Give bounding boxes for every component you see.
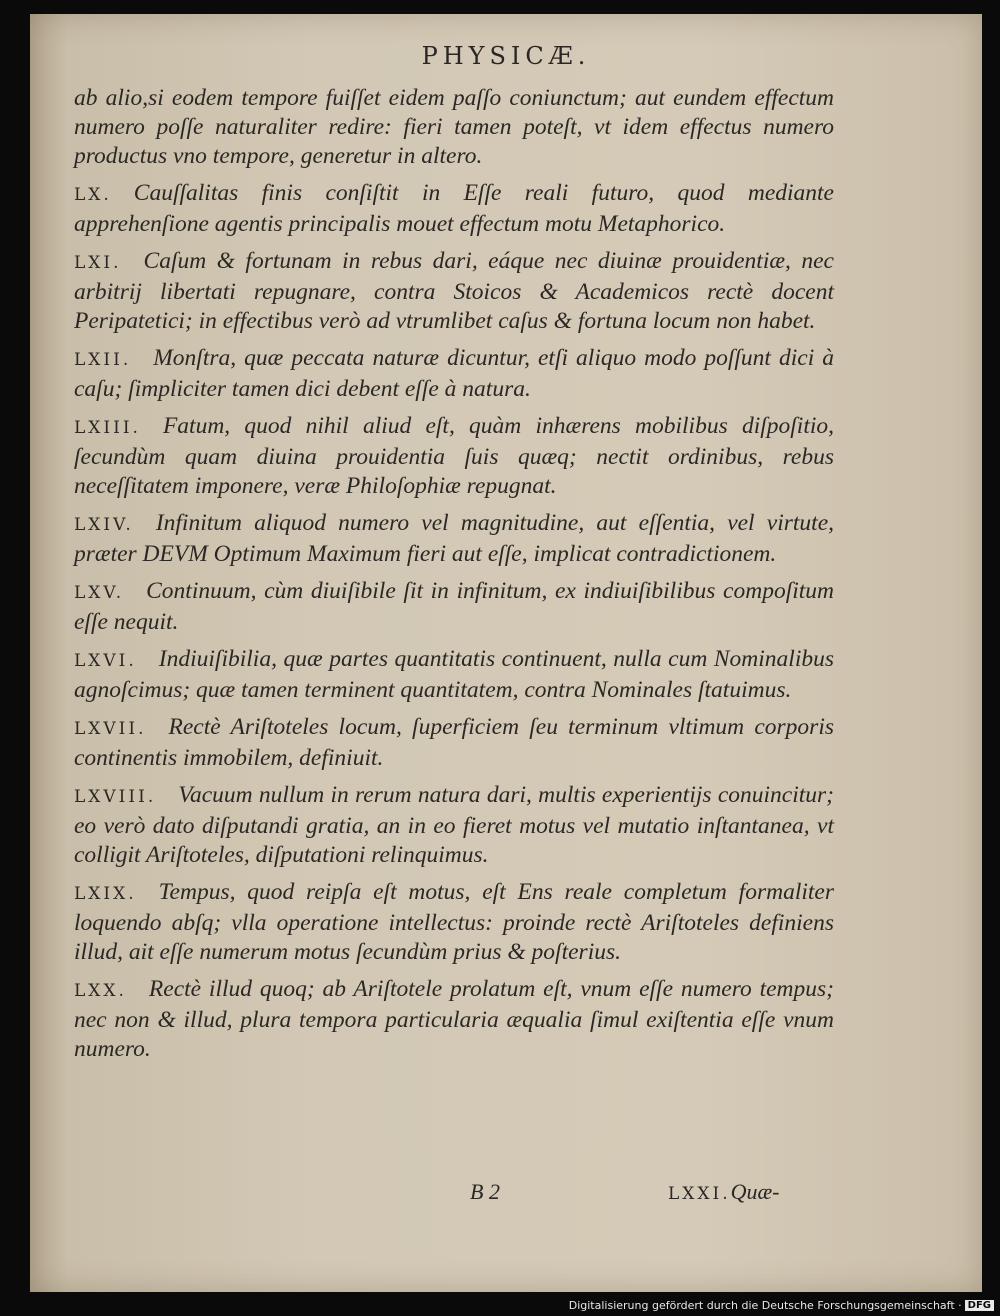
book-page bbox=[30, 14, 982, 1292]
catchword-number: LXXI. bbox=[668, 1184, 731, 1204]
thesis-number: LXVI. bbox=[74, 651, 137, 671]
thesis-number: LXII. bbox=[74, 350, 132, 370]
thesis-number: LXIV. bbox=[74, 515, 134, 535]
thesis-63 bbox=[74, 412, 834, 501]
thesis-65 bbox=[74, 577, 834, 637]
dfg-logo-icon: DFG bbox=[965, 1300, 994, 1311]
thesis-number: LXVIII. bbox=[74, 787, 157, 807]
credit-text: Digitalisierung gefördert durch die Deutsche Forschungsgemeinschaft · bbox=[568, 1299, 962, 1312]
thesis-number: LXV. bbox=[74, 583, 125, 603]
text-block bbox=[74, 84, 834, 1072]
thesis-text: Indiuiſibilia, quæ partes quantitatis continuent, nulla cum Nominalibus agnoſcimus; quæ tamen terminent quantitatem, contra Nominales ſtatuimus. bbox=[74, 646, 834, 703]
thesis-66 bbox=[74, 645, 834, 705]
opening-paragraph: ab alio,si eodem tempore fuiſſet eidem paſſo coniunctum; aut eundem effectum numero poſſe naturaliter redire: fieri tamen poteſt, vt idem effectus numero productus vno tempore, generetur in altero. bbox=[74, 85, 834, 169]
thesis-70 bbox=[74, 975, 834, 1064]
thesis-62 bbox=[74, 344, 834, 404]
thesis-number: LXIII. bbox=[74, 418, 141, 438]
catchword bbox=[668, 1179, 780, 1205]
thesis-number: LXI. bbox=[74, 253, 122, 273]
thesis-text: Tempus, quod reipſa eſt motus, eſt Ens reale completum formaliter loquendo abſq; vlla operatione intellectus: proinde rectè Ariſtoteles definiens illud, ait eſſe numerum motus ſecundùm prius & poſterius. bbox=[74, 879, 834, 965]
running-head: PHYSICÆ. bbox=[421, 42, 591, 70]
thesis-text: Rectè Ariſtoteles locum, ſuperficiem ſeu terminum vltimum corporis continentis immobilem, definiuit. bbox=[74, 714, 834, 771]
thesis-67 bbox=[74, 713, 834, 773]
thesis-number: LXIX. bbox=[74, 884, 137, 904]
thesis-text: Monſtra, quæ peccata naturæ dicuntur, etſi aliquo modo poſſunt dici à caſu; ſimpliciter tamen dici debent eſſe à natura. bbox=[74, 345, 834, 402]
thesis-text: Vacuum nullum in rerum natura dari, multis experientijs conuincitur; eo verò dato diſputandi gratia, an in eo fieret motus vel mutatio inſtantanea, vt colligit Ariſtoteles, diſputationi relinquimus. bbox=[74, 782, 834, 868]
thesis-61 bbox=[74, 247, 834, 336]
thesis-68 bbox=[74, 781, 834, 870]
thesis-69 bbox=[74, 878, 834, 967]
signature-mark: B 2 bbox=[470, 1179, 500, 1204]
thesis-number: LX. bbox=[74, 185, 112, 205]
thesis-text: Continuum, cùm diuiſibile ſit in infinitum, ex indiuiſibilibus compoſitum eſſe nequit. bbox=[74, 578, 834, 635]
thesis-64 bbox=[74, 509, 834, 569]
catchword-text: Quæ- bbox=[730, 1179, 780, 1204]
thesis-text: Fatum, quod nihil aliud eſt, quàm inhærens mobilibus diſpoſitio, ſecundùm quam diuina prouidentia ſuis quæq; nectit ordinibus, rebus neceſſitatem imponere, veræ Philoſophiæ repugnat. bbox=[74, 413, 834, 499]
thesis-60 bbox=[74, 179, 834, 239]
thesis-text: Infinitum aliquod numero vel magnitudine, aut eſſentia, vel virtute, præter DEVM Optimum Maximum fieri aut eſſe, implicat contradictionem. bbox=[74, 510, 834, 567]
thesis-number: LXVII. bbox=[74, 719, 147, 739]
thesis-text: Caſum & fortunam in rebus dari, eáque nec diuinæ prouidentiæ, nec arbitrij libertati repugnare, contra Stoicos & Academicos rectè docent Peripatetici; in effectibus verò ad vtrumlibet caſus & fortuna locum non habet. bbox=[74, 248, 834, 334]
digitization-credit bbox=[569, 1299, 994, 1312]
thesis-text: Rectè illud quoq; ab Ariſtotele prolatum eſt, vnum eſſe numero tempus; nec non & illud, plura tempora particularia æqualia ſimul exiſtentia eſſe vnum numero. bbox=[74, 976, 834, 1062]
thesis-text: Cauſſalitas finis conſiſtit in Eſſe reali futuro, quod mediante apprehenſione agentis principalis mouet effectum motu Metaphorico. bbox=[74, 180, 834, 237]
thesis-number: LXX. bbox=[74, 981, 127, 1001]
